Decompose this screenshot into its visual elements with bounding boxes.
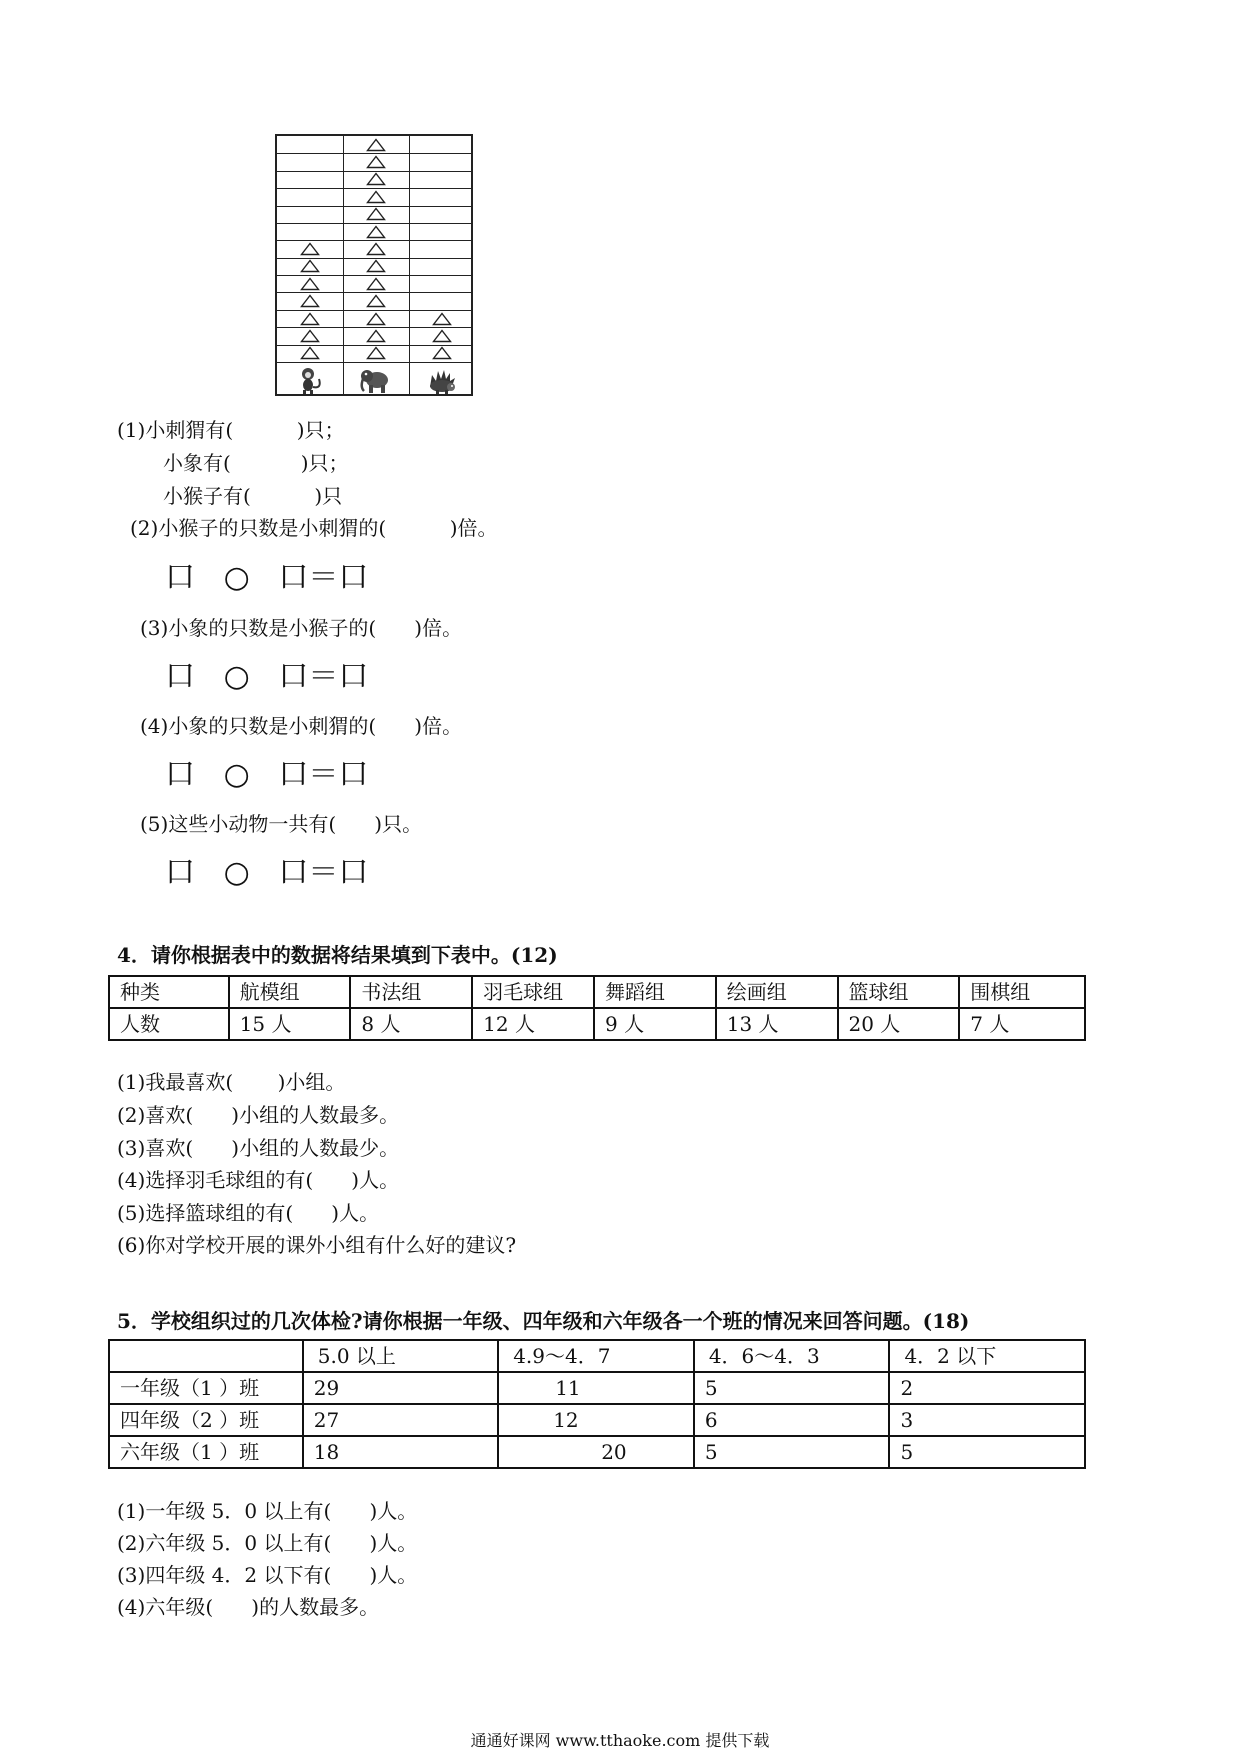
vision-data-cell: 11 (498, 1372, 694, 1404)
groups-data-cell: 20 人 (838, 1008, 960, 1040)
triangle-mark (366, 190, 386, 204)
triangle-mark (300, 294, 320, 308)
vision-table (108, 1339, 1086, 1469)
triangle-mark (366, 346, 386, 360)
section4-question: (2)喜欢( )小组的人数最多。 (117, 1103, 400, 1127)
triangle-mark (366, 242, 386, 256)
triangle-mark (366, 225, 386, 239)
q5-equation: 口 ○ 口＝口 (165, 855, 369, 890)
section4-question: (4)选择羽毛球组的有( )人。 (117, 1168, 400, 1192)
vision-data-cell: 5 (889, 1436, 1085, 1468)
groups-header-row (109, 976, 1085, 1008)
section5-heading: 5．学校组织过的几次体检?请你根据一年级、四年级和六年级各一个班的情况来回答问题。(18) (117, 1309, 970, 1333)
pictograph-column-divider (343, 136, 344, 394)
groups-header-cell: 绘画组 (716, 976, 838, 1008)
vision-header-cell: 5.0 以上 (303, 1340, 498, 1372)
section4-question: (5)选择篮球组的有( )人。 (117, 1201, 380, 1225)
vision-data-row (109, 1436, 1085, 1468)
monkey-icon (292, 365, 328, 395)
triangle-mark (300, 329, 320, 343)
groups-data-cell: 9 人 (594, 1008, 716, 1040)
groups-data-cell: 人数 (109, 1008, 229, 1040)
triangle-mark (366, 294, 386, 308)
vision-data-cell: 27 (303, 1404, 498, 1436)
page-footer: 通通好课网 www.tthaoke.com 提供下载 (470, 1731, 770, 1750)
groups-header-cell: 航模组 (229, 976, 351, 1008)
triangle-mark (366, 207, 386, 221)
groups-data-cell: 12 人 (472, 1008, 594, 1040)
groups-data-row (109, 1008, 1085, 1040)
vision-header-cell (109, 1340, 303, 1372)
triangle-mark (366, 172, 386, 186)
vision-data-cell: 5 (694, 1372, 890, 1404)
q1-hedgehog: (1)小刺猬有( )只； (117, 418, 345, 442)
section4-question: (1)我最喜欢( )小组。 (117, 1070, 346, 1094)
vision-data-cell: 四年级（2 ）班 (109, 1404, 303, 1436)
vision-data-cell: 3 (889, 1404, 1085, 1436)
groups-header-cell: 围棋组 (959, 976, 1085, 1008)
triangle-mark (366, 312, 386, 326)
triangle-mark (366, 155, 386, 169)
vision-data-row (109, 1404, 1085, 1436)
vision-data-cell: 5 (694, 1436, 890, 1468)
section4-question: (6)你对学校开展的课外小组有什么好的建议? (117, 1233, 517, 1257)
q2-text: (2)小猴子的只数是小刺猬的( )倍。 (130, 516, 498, 540)
vision-data-cell: 18 (303, 1436, 498, 1468)
vision-header-row (109, 1340, 1085, 1372)
section5-question: (2)六年级 5．0 以上有( )人。 (117, 1531, 418, 1555)
hedgehog-icon (424, 365, 460, 395)
groups-header-cell: 篮球组 (838, 976, 960, 1008)
triangle-mark (432, 346, 452, 360)
section5-question: (3)四年级 4．2 以下有( )人。 (117, 1563, 418, 1587)
groups-header-cell: 舞蹈组 (594, 976, 716, 1008)
q1-elephant: 小象有( )只； (163, 451, 349, 475)
section4-question: (3)喜欢( )小组的人数最少。 (117, 1136, 400, 1160)
groups-header-cell: 羽毛球组 (472, 976, 594, 1008)
triangle-mark (300, 312, 320, 326)
triangle-mark (432, 329, 452, 343)
q1-monkey: 小猴子有( )只 (163, 484, 343, 508)
vision-data-cell: 12 (498, 1404, 694, 1436)
triangle-mark (366, 329, 386, 343)
groups-data-cell: 7 人 (959, 1008, 1085, 1040)
pictograph-row-divider (277, 362, 471, 363)
triangle-mark (432, 312, 452, 326)
section4-heading: 4．请你根据表中的数据将结果填到下表中。(12) (117, 943, 558, 967)
section5-question: (1)一年级 5．0 以上有( )人。 (117, 1499, 418, 1523)
triangle-mark (300, 277, 320, 291)
pictograph-column-divider (409, 136, 410, 394)
vision-header-cell: 4．6～4．3 (694, 1340, 890, 1372)
vision-data-cell: 一年级（1 ）班 (109, 1372, 303, 1404)
triangle-mark (366, 138, 386, 152)
vision-header-cell: 4．2 以下 (889, 1340, 1085, 1372)
vision-data-cell: 2 (889, 1372, 1085, 1404)
q3-text: (3)小象的只数是小猴子的( )倍。 (140, 616, 463, 640)
groups-header-cell: 书法组 (350, 976, 472, 1008)
vision-data-cell: 6 (694, 1404, 890, 1436)
q4-equation: 口 ○ 口＝口 (165, 757, 369, 792)
vision-data-row (109, 1372, 1085, 1404)
section5-question: (4)六年级( )的人数最多。 (117, 1595, 380, 1619)
triangle-mark (300, 259, 320, 273)
triangle-mark (366, 277, 386, 291)
q2-equation: 口 ○ 口＝口 (165, 560, 369, 595)
groups-data-cell: 13 人 (716, 1008, 838, 1040)
pictograph-chart (275, 134, 473, 396)
vision-data-cell: 六年级（1 ）班 (109, 1436, 303, 1468)
q5-text: (5)这些小动物一共有( )只。 (140, 812, 423, 836)
q3-equation: 口 ○ 口＝口 (165, 659, 369, 694)
groups-data-cell: 15 人 (229, 1008, 351, 1040)
vision-header-cell: 4.9～4．7 (498, 1340, 694, 1372)
groups-table (108, 975, 1086, 1041)
triangle-mark (300, 346, 320, 360)
q4-text: (4)小象的只数是小刺猬的( )倍。 (140, 714, 463, 738)
vision-data-cell: 29 (303, 1372, 498, 1404)
triangle-mark (366, 259, 386, 273)
groups-data-cell: 8 人 (350, 1008, 472, 1040)
vision-data-cell: 20 (498, 1436, 694, 1468)
groups-header-cell: 种类 (109, 976, 229, 1008)
elephant-icon (358, 365, 394, 395)
triangle-mark (300, 242, 320, 256)
